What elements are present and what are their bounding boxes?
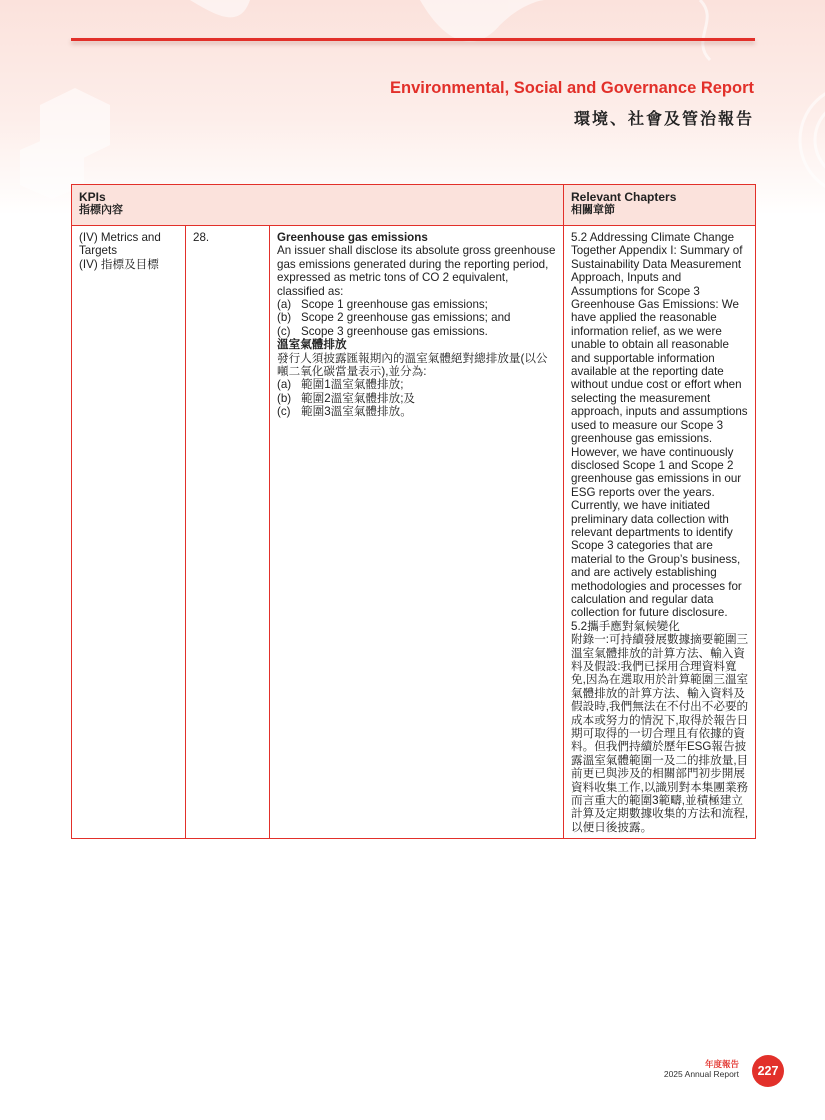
category-cell — [72, 226, 186, 839]
list-marker: (b) — [277, 391, 292, 405]
kpis-header-en: KPIs — [79, 190, 106, 204]
kpi-desc-en: An issuer shall disclose its absolute gross greenhouse gas emissions generated during the reporting period, expressed as metric tons of CO 2 equivalent, classified as: — [277, 244, 556, 298]
list-text: 範圍2溫室氣體排放;及 — [301, 391, 416, 405]
list-text: 範圍1溫室氣體排放; — [301, 378, 404, 392]
number-cell — [186, 226, 270, 839]
kpi-table — [71, 184, 756, 839]
chapters-cell — [564, 226, 756, 839]
list-marker: (a) — [277, 298, 292, 312]
chapters-en: 5.2 Addressing Climate Change Together Appendix I: Summary of Sustainability Data Measurement Approach, Inputs and Assumptions for Scope 3 Greenhouse Gas Emissions: We have applied the reasonable information relief, as we were unable to obtain all reasonable and supportable information available at the reporting date without undue cost or effort when selecting the measurement approach, inputs and assumptions used to measure our Scope 3 greenhouse gas emissions. However, we have continuously disclosed Scope 1 and Scope 2 greenhouse gas emissions in our ESG reports over the years. Currently, we have initiated preliminary data collection with relevant departments to identify Scope 3 categories that are material to the Group’s business, and are actively establishing methodologies and processes for calculation and regular data collection for future disclosure. — [571, 231, 748, 620]
list-marker: (a) — [277, 378, 292, 392]
chapters-header — [564, 185, 756, 226]
chapters-zh-title: 5.2攜手應對氣候變化 — [571, 619, 680, 633]
report-title-zh: 環境、社會及管治報告 — [573, 111, 754, 128]
page-number-badge: 227 — [752, 1055, 784, 1087]
list-item — [277, 311, 558, 324]
category-zh: (IV) 指標及目標 — [79, 257, 159, 271]
kpis-header — [72, 185, 564, 226]
footer-label-en: 2025 Annual Report — [663, 1069, 739, 1079]
category-en: (IV) Metrics and Targets — [79, 231, 161, 258]
list-item — [277, 298, 558, 311]
footer-label-zh: 年度報告 — [704, 1059, 739, 1069]
list-text: Scope 2 greenhouse gas emissions; and — [301, 311, 511, 325]
list-item — [277, 405, 558, 418]
chapters-zh: 附錄一:可持續發展數據摘要範圍三溫室氣體排放的計算方法、輸入資料及假設:我們已採用合理資料寬免,因為在選取用於計算範圍三溫室氣體排放的計算方法、輸入資料及假設時,我們無法在不付出不必要的成本或努力的情況下,取得於報告日期可取得的一切合理且有依據的資料。但我們持續於歷年ESG報告披露溫室氣體範圍一及二的排放量,目前更已與涉及的相關部門初步開展資料收集工作,以識別對本集團業務而言重大的範圍3範疇,並積極建立計算及定期數據收集的方法和流程,以便日後披露。 — [571, 633, 749, 834]
kpi-number: 28. — [193, 231, 210, 244]
list-item — [277, 378, 558, 391]
chapters-header-zh: 相關章節 — [571, 204, 615, 217]
top-rule — [71, 38, 755, 41]
description-cell — [270, 226, 564, 839]
kpis-header-zh: 指標內容 — [79, 204, 123, 217]
list-marker: (b) — [277, 311, 292, 325]
chapters-header-en: Relevant Chapters — [571, 190, 677, 204]
list-item — [277, 325, 558, 338]
list-marker: (c) — [277, 405, 291, 419]
list-marker: (c) — [277, 324, 291, 338]
list-text: Scope 3 greenhouse gas emissions. — [301, 324, 488, 338]
table-header-row — [72, 185, 756, 226]
kpi-desc-zh: 發行人須披露匯報期內的溫室氣體絕對總排放量(以公噸二氧化碳當量表示),並分為: — [277, 351, 548, 379]
list-item — [277, 392, 558, 405]
kpi-heading-en: Greenhouse gas emissions — [277, 231, 428, 244]
kpi-heading-zh: 溫室氣體排放 — [277, 338, 347, 352]
list-text: 範圍3溫室氣體排放。 — [301, 405, 412, 419]
report-title-en: Environmental, Social and Governance Report — [389, 79, 754, 97]
list-text: Scope 1 greenhouse gas emissions; — [301, 298, 488, 312]
table-row — [72, 226, 756, 839]
